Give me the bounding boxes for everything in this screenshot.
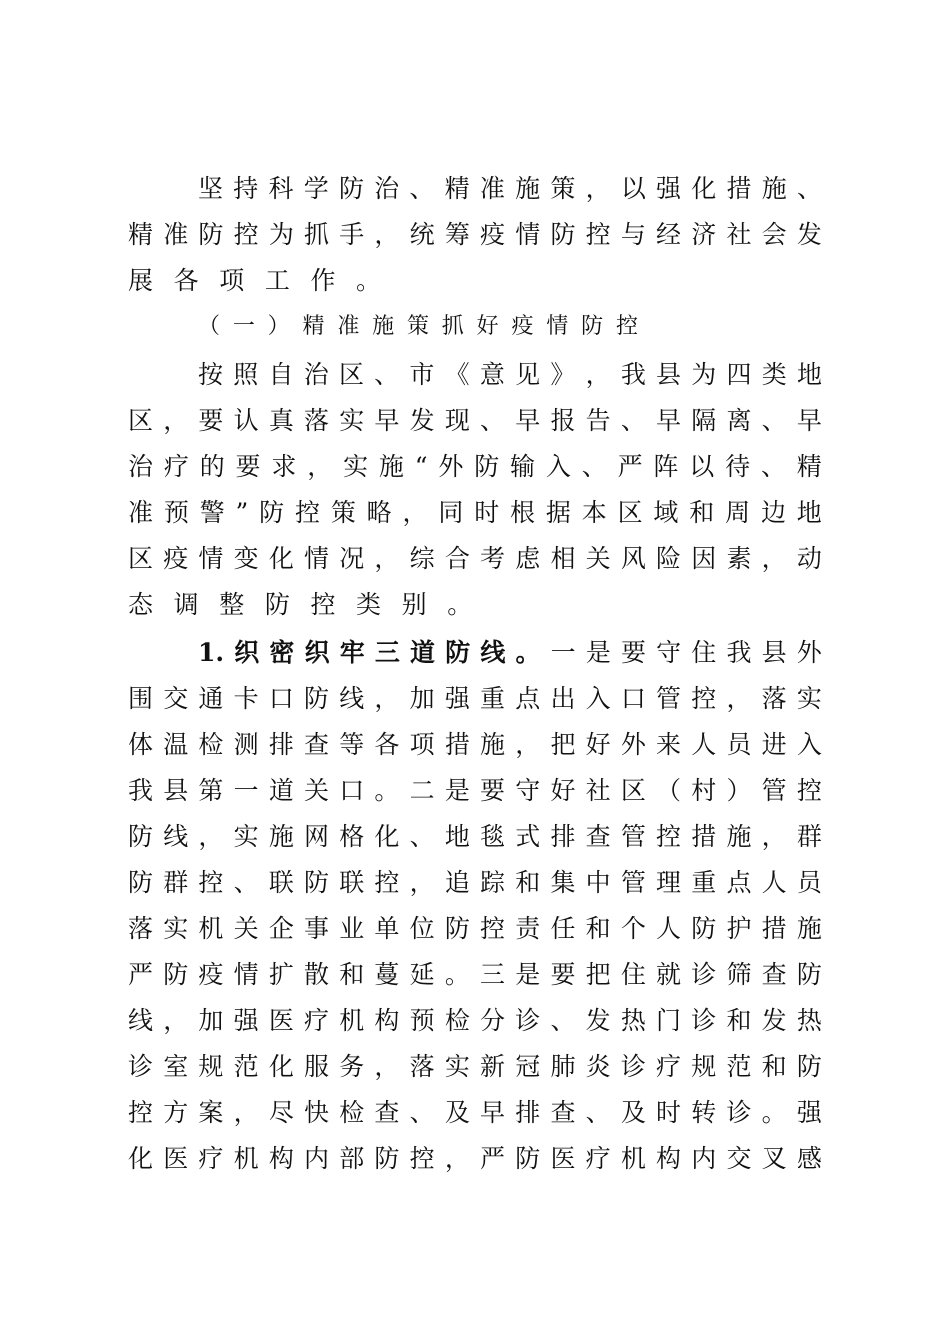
text-line: 防 线 ， 实 施 网 格 化 、 地 毯 式 排 查 管 控 措 施 ， 群 <box>128 822 822 851</box>
text-line: 体 温 检 测 排 查 等 各 项 措 施 ， 把 好 外 来 人 员 进 入 <box>128 730 822 759</box>
text-line: 严 防 疫 情 扩 散 和 蔓 延 。 三 是 要 把 住 就 诊 筛 查 防 <box>128 960 822 989</box>
text-line: 按 照 自 治 区 、 市 《 意 见 》 ， 我 县 为 四 类 地 <box>198 360 822 389</box>
text-line: 诊 室 规 范 化 服 务 ， 落 实 新 冠 肺 炎 诊 疗 规 范 和 防 <box>128 1052 822 1081</box>
text-line: 1. 织 密 织 牢 三 道 防 线 。 一 是 要 守 住 我 县 外 <box>198 638 822 667</box>
text-line: 精 准 防 控 为 抓 手 ， 统 筹 疫 情 防 控 与 经 济 社 会 发 <box>128 220 822 249</box>
text-line: 区 疫 情 变 化 情 况 ， 综 合 考 虑 相 关 风 险 因 素 ， 动 <box>128 544 822 573</box>
text-line: 围 交 通 卡 口 防 线 ， 加 强 重 点 出 入 口 管 控 ， 落 实 <box>128 684 822 713</box>
text-line: 落 实 机 关 企 事 业 单 位 防 控 责 任 和 个 人 防 护 措 施 <box>128 914 822 943</box>
text-line: 线 ， 加 强 医 疗 机 构 预 检 分 诊 、 发 热 门 诊 和 发 热 <box>128 1006 822 1035</box>
text-line: 治 疗 的 要 求 ， 实 施 “ 外 防 输 入 、 严 阵 以 待 、 精 <box>128 452 822 481</box>
text-line: 展 各 项 工 作 。 <box>128 266 382 295</box>
text-line: 态 调 整 防 控 类 别 。 <box>128 590 473 619</box>
text-line: 我 县 第 一 道 关 口 。 二 是 要 守 好 社 区 （ 村 ） 管 控 <box>128 776 822 805</box>
text-line: 控 方 案 ， 尽 快 检 查 、 及 早 排 查 、 及 时 转 诊 。 强 <box>128 1098 822 1127</box>
text-line: 防 群 控 、 联 防 联 控 ， 追 踪 和 集 中 管 理 重 点 人 员 <box>128 868 822 897</box>
section-heading: （ 一 ） 精 准 施 策 抓 好 疫 情 防 控 <box>198 314 638 339</box>
text-line: 区 ， 要 认 真 落 实 早 发 现 、 早 报 告 、 早 隔 离 、 早 <box>128 406 822 435</box>
text-line: 化 医 疗 机 构 内 部 防 控 ， 严 防 医 疗 机 构 内 交 叉 感 <box>128 1144 822 1173</box>
text-line: 坚 持 科 学 防 治 、 精 准 施 策 ， 以 强 化 措 施 、 <box>198 174 822 203</box>
text-line: 准 预 警 ” 防 控 策 略 ， 同 时 根 据 本 区 域 和 周 边 地 <box>128 498 822 527</box>
